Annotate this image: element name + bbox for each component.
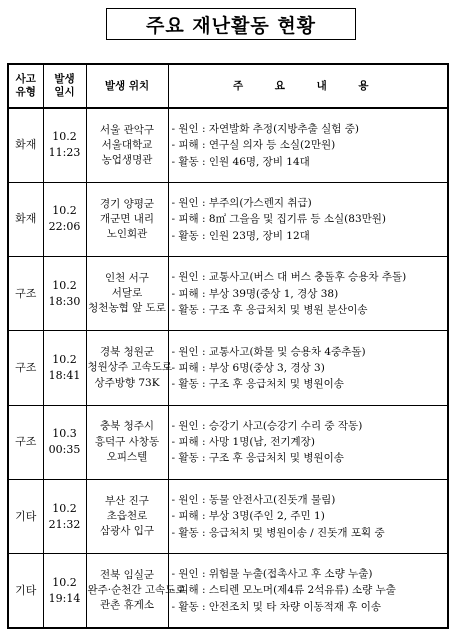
location-line: 전북 임실군 xyxy=(99,568,155,581)
incident-type: 구조 xyxy=(8,405,43,479)
disaster-activity-table xyxy=(7,63,449,629)
incident-location xyxy=(86,257,168,331)
table-header-row xyxy=(8,64,448,108)
damage-line: - 피해 : 부상 6명(중상 3, 경상 3) xyxy=(171,361,325,374)
incident-details xyxy=(168,182,448,256)
incident-datetime xyxy=(43,331,86,405)
location-line: 청원상주 고속도로 xyxy=(87,361,172,374)
incident-details xyxy=(168,108,448,182)
location-line: 삼광사 입구 xyxy=(99,525,155,538)
incident-time: 18:41 xyxy=(48,368,81,382)
location-line: 농업생명관 xyxy=(101,154,153,166)
incident-date: 10.2 xyxy=(52,353,77,367)
incident-location xyxy=(86,554,186,628)
incident-time: 19:14 xyxy=(48,591,81,605)
incident-date: 10.2 xyxy=(52,130,77,144)
location-line: 노인회관 xyxy=(106,228,148,241)
incident-location xyxy=(86,479,168,553)
incident-date: 10.2 xyxy=(52,501,77,515)
incident-datetime xyxy=(43,479,86,553)
incident-time: 18:30 xyxy=(48,294,81,308)
location-line: 서울 관악구 xyxy=(99,123,155,136)
incident-time: 22:06 xyxy=(48,220,81,234)
header-location: 발생 위치 xyxy=(86,64,168,108)
incident-details xyxy=(168,331,448,405)
incident-datetime xyxy=(43,182,86,256)
incident-type: 기타 xyxy=(8,554,43,628)
incident-details xyxy=(168,405,448,479)
location-line: 개군면 내리 xyxy=(99,212,155,225)
location-line: 관촌 휴게소 xyxy=(99,599,155,612)
activity-line: - 활동 : 안전조치 및 타 차량 이동적재 후 이송 xyxy=(171,600,382,613)
incident-time: 21:32 xyxy=(48,517,81,531)
incident-date: 10.2 xyxy=(52,204,77,218)
header-type: 사고 유형 xyxy=(8,64,43,108)
location-line: 초읍천로 xyxy=(106,509,148,522)
incident-date: 10.2 xyxy=(52,575,77,589)
incident-location xyxy=(86,331,172,405)
incident-location xyxy=(86,405,168,479)
damage-line: - 피해 : 사망 1명(남, 전기계장) xyxy=(171,436,315,449)
cause-line: - 원인 : 승강기 사고(승강기 수리 중 작동) xyxy=(171,419,363,432)
damage-line: - 피해 : 연구실 의자 등 소실(2만원) xyxy=(171,139,336,152)
location-line: 인천 서구 xyxy=(105,271,149,284)
activity-line: - 활동 : 구조 후 응급처치 및 병원이송 xyxy=(171,452,344,465)
incident-datetime xyxy=(43,108,86,182)
damage-line: - 피해 : 부상 3명(주인 2, 주민 1) xyxy=(171,510,325,523)
location-line: 경북 청원군 xyxy=(99,346,155,359)
incident-location xyxy=(86,108,168,182)
incident-details xyxy=(168,479,448,553)
activity-line: - 활동 : 인원 23명, 장비 12대 xyxy=(171,229,310,242)
cause-line: - 원인 : 교통사고(버스 대 버스 충돌후 승용차 추돌) xyxy=(171,271,407,284)
incident-datetime xyxy=(43,554,86,628)
incident-type: 화재 xyxy=(8,182,43,256)
table-row xyxy=(8,182,448,256)
activity-line: - 활동 : 응급처치 및 병원이송 / 진돗개 포획 중 xyxy=(171,526,385,539)
table-row xyxy=(8,331,448,405)
incident-datetime xyxy=(43,405,86,479)
cause-line: - 원인 : 부주의(가스렌지 취급) xyxy=(171,197,312,210)
location-line: 경기 양평군 xyxy=(99,197,155,210)
location-line: 완주·순천간 고속도로 xyxy=(87,583,186,596)
location-line: 서달로 xyxy=(111,287,143,300)
damage-line: - 피해 : 8㎡ 그을음 및 집기류 등 소실(83만원) xyxy=(171,213,387,226)
table-row xyxy=(8,554,448,628)
activity-line: - 활동 : 구조 후 응급처치 및 병원이송 xyxy=(171,378,344,391)
incident-time: 00:35 xyxy=(48,443,81,457)
table-row xyxy=(8,405,448,479)
incident-type: 구조 xyxy=(8,257,43,331)
cause-line: - 원인 : 교통사고(화물 및 승용차 4중추돌) xyxy=(171,345,366,358)
table-row xyxy=(8,479,448,553)
damage-line: - 피해 : 스티렌 모노머(제4류 2석유류) 소량 누출 xyxy=(171,584,396,597)
location-line: 충북 청주시 xyxy=(99,420,155,433)
location-line: 청천농협 앞 도로 xyxy=(88,302,166,315)
location-line: 흥덕구 사창동 xyxy=(94,435,160,448)
cause-line: - 원인 : 자연발화 추정(지방추출 실험 중) xyxy=(171,122,359,135)
table-row xyxy=(8,257,448,331)
activity-line: - 활동 : 구조 후 응급처치 및 병원 분산이송 xyxy=(171,303,368,316)
incident-type: 구조 xyxy=(8,331,43,405)
location-line: 상주방향 73K xyxy=(94,376,160,389)
header-date: 발생 일시 xyxy=(43,64,86,108)
incident-details xyxy=(168,554,448,628)
location-line: 서울대학교 xyxy=(101,138,153,151)
activity-line: - 활동 : 인원 46명, 장비 14대 xyxy=(171,155,310,168)
incident-type: 기타 xyxy=(8,479,43,553)
incident-location xyxy=(86,182,168,256)
location-line: 오피스텔 xyxy=(106,450,148,463)
incident-details xyxy=(168,257,448,331)
incident-date: 10.3 xyxy=(52,427,77,441)
table-row xyxy=(8,108,448,182)
cause-line: - 원인 : 위험물 누출(접촉사고 후 소량 누출) xyxy=(171,568,373,581)
incident-time: 11:23 xyxy=(48,146,81,160)
damage-line: - 피해 : 부상 39명(중상 1, 경상 38) xyxy=(171,287,339,300)
location-line: 부산 진구 xyxy=(105,494,149,507)
cause-line: - 원인 : 동물 안전사고(진돗개 물림) xyxy=(171,494,336,507)
incident-date: 10.2 xyxy=(52,278,77,292)
page-title: 주요 재난활동 현황 xyxy=(106,8,356,40)
incident-datetime xyxy=(43,257,86,331)
header-content: 주 요 내 용 xyxy=(168,64,448,108)
incident-type: 화재 xyxy=(8,108,43,182)
